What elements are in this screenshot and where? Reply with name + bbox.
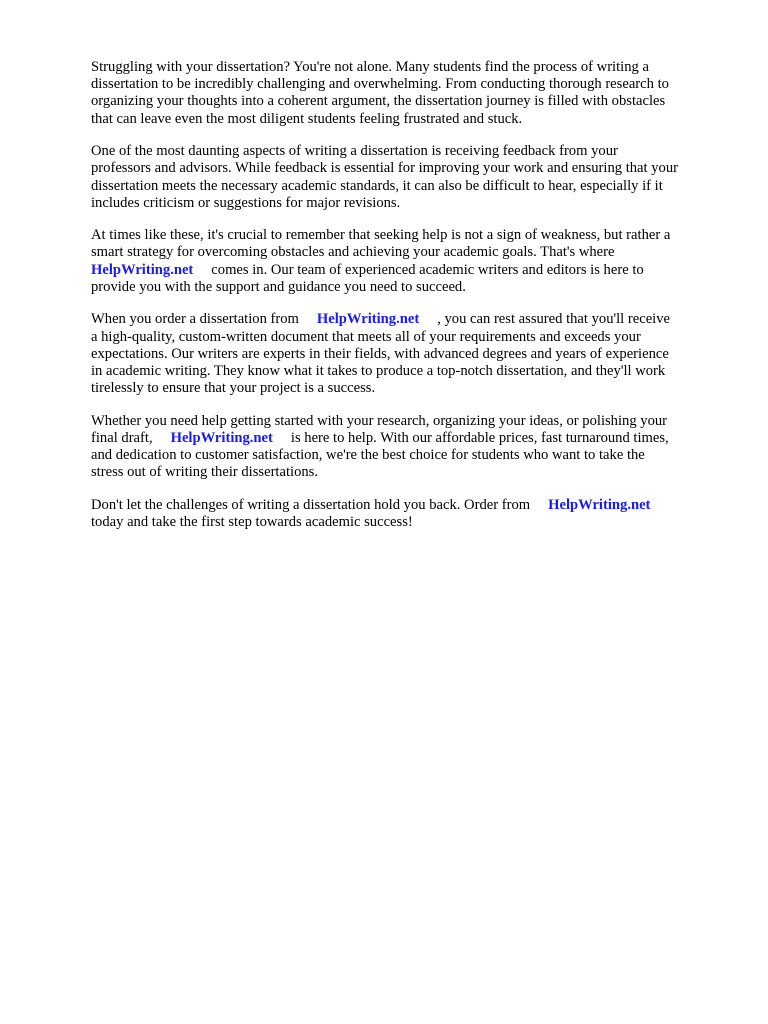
text-segment: final draft, bbox=[91, 429, 153, 446]
text-line bbox=[91, 430, 731, 447]
text-line: includes criticism or suggestions for major revisions. bbox=[91, 194, 401, 211]
text-line: professors and advisors. While feedback is essential for improving your work and ensuring that your bbox=[91, 160, 678, 177]
text-line: expectations. Our writers are experts in their fields, with advanced degrees and years of experience bbox=[91, 345, 669, 362]
text-line: today and take the first step towards academic success! bbox=[91, 513, 413, 530]
text-line: dissertation meets the necessary academic standards, it can also be difficult to hear, especially if it bbox=[91, 177, 663, 194]
helpwriting-link[interactable]: HelpWriting.net bbox=[548, 496, 651, 513]
text-line: tirelessly to ensure that your project is a success. bbox=[91, 380, 376, 397]
text-line: dissertation to be incredibly challenging and overwhelming. From conducting thorough research to bbox=[91, 76, 669, 93]
text-line: One of the most daunting aspects of writing a dissertation is receiving feedback from your bbox=[91, 143, 618, 160]
paragraph-feedback bbox=[91, 143, 731, 212]
paragraph-order bbox=[91, 311, 731, 397]
text-segment: Don't let the challenges of writing a dissertation hold you back. Order from bbox=[91, 496, 531, 513]
text-line bbox=[91, 311, 731, 328]
text-line: Struggling with your dissertation? You're not alone. Many students find the process of writing a bbox=[91, 59, 649, 75]
text-line bbox=[91, 497, 731, 514]
text-line: At times like these, it's crucial to remember that seeking help is not a sign of weakness, but rather a bbox=[91, 227, 671, 244]
text-line: in academic writing. They know what it takes to produce a top-notch dissertation, and they'll work bbox=[91, 362, 666, 379]
helpwriting-link[interactable]: HelpWriting.net bbox=[170, 429, 273, 446]
text-segment: comes in. Our team of experienced academic writers and editors is here to bbox=[211, 261, 644, 278]
document-body bbox=[91, 59, 731, 546]
paragraph-closing bbox=[91, 497, 731, 531]
text-line: smart strategy for overcoming obstacles and achieving your academic goals. That's where bbox=[91, 244, 615, 261]
text-segment: , you can rest assured that you'll receive bbox=[437, 311, 671, 328]
text-segment: When you order a dissertation from bbox=[91, 311, 299, 328]
text-line: Whether you need help getting started with your research, organizing your ideas, or polishing your bbox=[91, 412, 668, 429]
text-line bbox=[91, 262, 731, 279]
helpwriting-link[interactable]: HelpWriting.net bbox=[91, 261, 194, 278]
text-segment: is here to help. With our affordable prices, fast turnaround times, bbox=[290, 429, 669, 446]
text-line: organizing your thoughts into a coherent argument, the dissertation journey is filled with obstacles bbox=[91, 93, 666, 110]
text-line: that can leave even the most diligent students feeling frustrated and stuck. bbox=[91, 110, 523, 127]
text-line: provide you with the support and guidance you need to succeed. bbox=[91, 278, 466, 295]
text-line: a high-quality, custom-written document that meets all of your requirements and exceeds your bbox=[91, 328, 641, 345]
paragraph-services bbox=[91, 413, 731, 482]
text-line: and dedication to customer satisfaction, we're the best choice for students who want to take the bbox=[91, 447, 645, 464]
text-line: stress out of writing their dissertations. bbox=[91, 464, 318, 481]
paragraph-seeking-help bbox=[91, 227, 731, 296]
helpwriting-link[interactable]: HelpWriting.net bbox=[316, 311, 420, 328]
paragraph-intro bbox=[91, 59, 731, 128]
